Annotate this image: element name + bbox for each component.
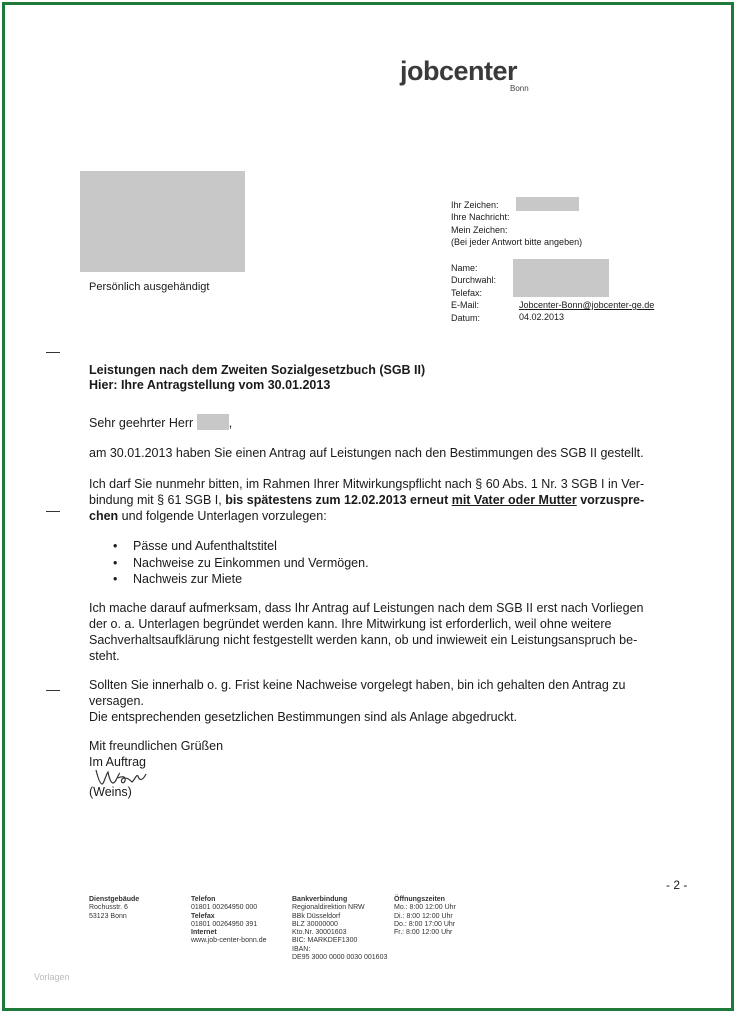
email-label: E-Mail: <box>451 300 480 311</box>
subject <box>89 363 425 393</box>
list-item: • Nachweise zu Einkommen und Vermögen. <box>89 555 369 572</box>
text-span: und folgende Unterlagen vorzulegen: <box>118 509 327 523</box>
footer-line: Do.: 8:00 17:00 Uhr <box>394 920 456 928</box>
footer-line: Rochusstr. 6 <box>89 904 128 912</box>
footer-line: 53123 Bonn <box>89 912 127 920</box>
email-value: Jobcenter-Bonn@jobcenter-ge.de <box>519 300 655 310</box>
reference-hint: (Bei jeder Antwort bitte angeben) <box>451 237 583 248</box>
salutation-text: Sehr geehrter Herr <box>89 416 194 430</box>
footer-line: Di.: 8:00 12:00 Uhr <box>394 912 453 920</box>
recipient-address-redacted <box>80 171 245 272</box>
footer-line: BIC: MARKDEF1300 <box>292 937 358 945</box>
footer-line: Regionaldirektion NRW <box>292 904 365 912</box>
punch-mark <box>46 511 60 512</box>
footer-heading: Bankverbindung <box>292 896 348 903</box>
subject-line-2: Hier: Ihre Antragstellung vom 30.01.2013 <box>89 378 331 392</box>
signatory-name: (Weins) <box>89 785 132 799</box>
footer-office <box>89 896 139 921</box>
salutation-name-redacted <box>197 414 229 430</box>
footer-line: Kto.Nr. 30001603 <box>292 929 347 937</box>
contact-redacted <box>513 259 609 297</box>
subject-line-1: Leistungen nach dem Zweiten Sozialgesetzbuch (SGB II) <box>89 363 426 377</box>
extension-label: Durchwahl: <box>451 275 497 286</box>
footer-phone <box>191 896 267 946</box>
paragraph-2-line-2 <box>89 492 689 508</box>
jobcenter-logo: jobcenter <box>400 56 518 86</box>
closing-on-behalf: Im Auftrag <box>89 755 146 769</box>
paragraph-4 <box>89 677 689 725</box>
footer-line: BLZ 30000000 <box>292 920 338 928</box>
text-line: Ich mache darauf aufmerksam, dass Ihr Antrag auf Leistungen nach dem SGB II erst nach Vorliegen <box>89 601 644 615</box>
text-span: vorzuspre- <box>576 493 645 507</box>
my-reference-label: Mein Zeichen: <box>451 224 508 235</box>
fold-mark <box>46 352 60 353</box>
deadline-text: bis spätestens zum 12.02.2013 erneut <box>225 493 452 507</box>
fold-mark <box>46 690 60 691</box>
text-span: bindung mit § 61 SGB I, <box>89 493 226 507</box>
footer-line: BBk Düsseldorf <box>292 912 341 920</box>
your-reference-label: Ihr Zeichen: <box>451 200 499 210</box>
footer-line: Fr.: 8:00 12:00 Uhr <box>394 929 453 937</box>
list-item: • Pässe und Aufenthaltstitel <box>89 538 369 555</box>
date-value: 04.02.2013 <box>519 312 565 322</box>
closing-greeting: Mit freundlichen Grüßen <box>89 739 224 753</box>
paragraph-2 <box>89 476 689 524</box>
salutation <box>89 414 232 431</box>
footer-line: IBAN: <box>292 945 311 953</box>
text-line: Sollten Sie innerhalb o. g. Frist keine Nachweise vorgelegt haben, bin ich gehalten den Antrag zu <box>89 678 626 692</box>
footer-line: 01801 00264950 391 <box>191 920 258 928</box>
footer-heading: Öffnungszeiten <box>394 896 445 903</box>
footer-line: DE95 3000 0000 0030 001603 <box>292 954 388 962</box>
page-number: - 2 - <box>666 878 688 892</box>
parent-requirement: mit Vater oder Mutter <box>451 493 577 507</box>
footer-heading: Internet <box>191 929 217 937</box>
document-list <box>89 538 369 588</box>
jobcenter-logo-city: Bonn <box>510 84 529 93</box>
paragraph-3 <box>89 600 689 664</box>
footer-heading: Telefax <box>191 912 215 920</box>
text-line: steht. <box>89 649 120 663</box>
date-label: Datum: <box>451 312 481 323</box>
paragraph-1: am 30.01.2013 haben Sie einen Antrag auf Leistungen nach den Bestimmungen des SGB II gestellt. <box>89 446 644 460</box>
paragraph-2-line-1: Ich darf Sie nunmehr bitten, im Rahmen Ihrer Mitwirkungspflicht nach § 60 Abs. 1 Nr. 3 SGB I in Ver- <box>89 477 645 491</box>
name-label: Name: <box>451 263 478 273</box>
text-span: chen <box>89 509 119 523</box>
watermark: Vorlagen <box>34 972 70 982</box>
text-line: der o. a. Unterlagen begründet werden kann. Ihre Mitwirkung ist erforderlich, weil ohne weitere <box>89 617 612 631</box>
reference-redacted <box>516 197 579 211</box>
text-line: Sachverhaltsaufklärung nicht festgestellt werden kann, ob und inwieweit ein Leistungsanspruch be- <box>89 633 638 647</box>
text-line: Die entsprechenden gesetzlichen Bestimmungen sind als Anlage abgedruckt. <box>89 710 518 724</box>
footer-bank <box>292 896 387 962</box>
footer-line: 01801 00264950 000 <box>191 904 258 912</box>
fax-label: Telefax: <box>451 287 483 298</box>
footer-heading: Dienstgebäude <box>89 896 140 903</box>
text-line: versagen. <box>89 694 144 708</box>
footer-heading: Telefon <box>191 896 216 903</box>
contact-labels <box>451 262 496 324</box>
footer-line: www.job-center-bonn.de <box>191 937 267 945</box>
your-message-label: Ihre Nachricht: <box>451 212 510 223</box>
footer-hours <box>394 896 456 937</box>
paragraph-2-line-3 <box>89 508 689 524</box>
delivery-note: Persönlich ausgehändigt <box>89 281 210 293</box>
salutation-comma: , <box>228 416 233 430</box>
list-item: • Nachweis zur Miete <box>89 571 369 588</box>
footer-line: Mo.: 8:00 12:00 Uhr <box>394 904 456 912</box>
